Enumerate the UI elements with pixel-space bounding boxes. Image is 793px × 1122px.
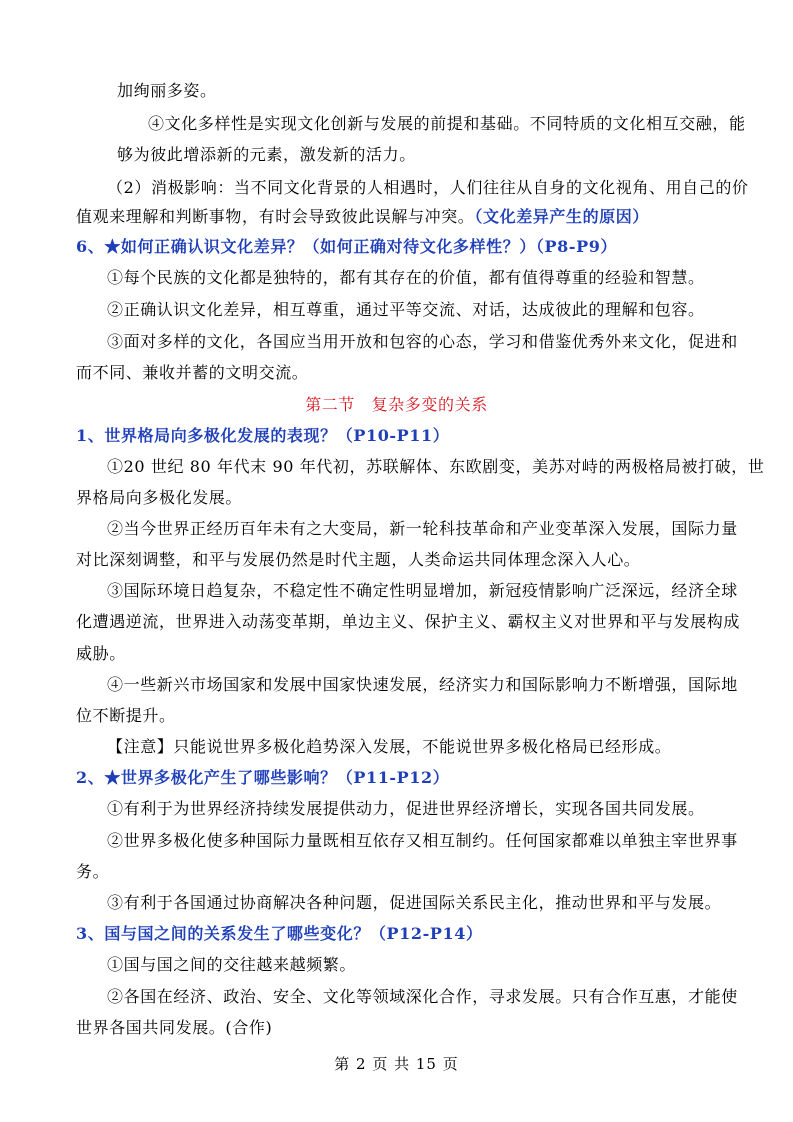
question-heading-2: 2、★世界多极化产生了哪些影响？（P11-P12） — [76, 768, 450, 787]
text-line: ②各国在经济、政治、安全、文化等领域深化合作，寻求发展。只有合作互惠，才能使 — [107, 987, 738, 1006]
text-line: ①有利于为世界经济持续发展提供动力，促进世界经济增长，实现各国共同发展。 — [107, 799, 705, 818]
text-line: 化遭遇逆流，世界进入动荡变革期，单边主义、保护主义、霸权主义对世界和平与发展构成 — [76, 612, 741, 631]
text-line: ③有利于各国通过协商解决各种问题，促进国际关系民主化，推动世界和平与发展。 — [107, 893, 722, 912]
question-heading-3: 3、国与国之间的关系发生了哪些变化？（P12-P14） — [76, 924, 483, 943]
text-line: ③面对多样的文化，各国应当用开放和包容的心态，学习和借鉴优秀外来文化，促进和 — [107, 332, 738, 351]
text-line: ①国与国之间的交往越来越频繁。 — [107, 955, 357, 974]
text-line: ①每个民族的文化都是独特的，都有其存在的价值，都有值得尊重的经验和智慧。 — [107, 268, 705, 287]
text-line: ②世界多极化使多种国际力量既相互依存又相互制约。任何国家都难以单独主宰世界事 — [107, 831, 738, 850]
text-line: 务。 — [76, 862, 110, 881]
text-line: ②当今世界正经历百年未有之大变局，新一轮科技革命和产业变革深入发展，国际力量 — [107, 519, 738, 538]
question-heading-1: 1、世界格局向多极化发展的表现？（P10-P11） — [76, 426, 450, 445]
text-line: 而不同、兼收并蓄的文明交流。 — [76, 363, 309, 382]
section-title: 第二节 复杂多变的关系 — [305, 395, 488, 414]
text-line: 加绚丽多姿。 — [117, 81, 217, 100]
text-line: 威胁。 — [76, 644, 126, 663]
page-footer: 第 2 页 共 15 页 — [334, 1055, 459, 1073]
text-line: （2）消极影响：当不同文化背景的人相遇时，人们往往从自身的文化视角、用自己的价 — [107, 178, 749, 197]
text-line: 够为彼此增添新的元素，激发新的活力。 — [117, 145, 416, 164]
text-line — [76, 206, 649, 228]
note-attention: 【注意】只能说世界多极化趋势深入发展，不能说世界多极化格局已经形成。 — [107, 737, 672, 756]
text-line: 界格局向多极化发展。 — [76, 488, 243, 507]
text-span: 值观来理解和判断事物，有时会导致彼此误解与冲突。 — [76, 207, 475, 226]
text-line: ③国际环境日趋复杂，不稳定性不确定性明显增加，新冠疫情影响广泛深远，经济全球 — [107, 581, 738, 600]
text-line: ④一些新兴市场国家和发展中国家快速发展，经济实力和国际影响力不断增强，国际地 — [107, 675, 738, 694]
text-line: 位不断提升。 — [76, 706, 176, 725]
text-line: 世界各国共同发展。(合作) — [76, 1018, 273, 1037]
text-line: 对比深刻调整，和平与发展仍然是时代主题，人类命运共同体理念深入人心。 — [76, 550, 641, 569]
note-cause: （文化差异产生的原因） — [474, 207, 650, 226]
question-heading-6: 6、★如何正确认识文化差异？（如何正确对待文化多样性？）（P8-P9） — [76, 237, 618, 256]
text-line: ④文化多样性是实现文化创新与发展的前提和基础。不同特质的文化相互交融，能 — [148, 114, 746, 133]
text-line: ②正确认识文化差异，相互尊重，通过平等交流、对话，达成彼此的理解和包容。 — [107, 300, 705, 319]
text-line: ①20 世纪 80 年代末 90 年代初，苏联解体、东欧剧变，美苏对峙的两极格局被打破，世 — [107, 457, 765, 476]
